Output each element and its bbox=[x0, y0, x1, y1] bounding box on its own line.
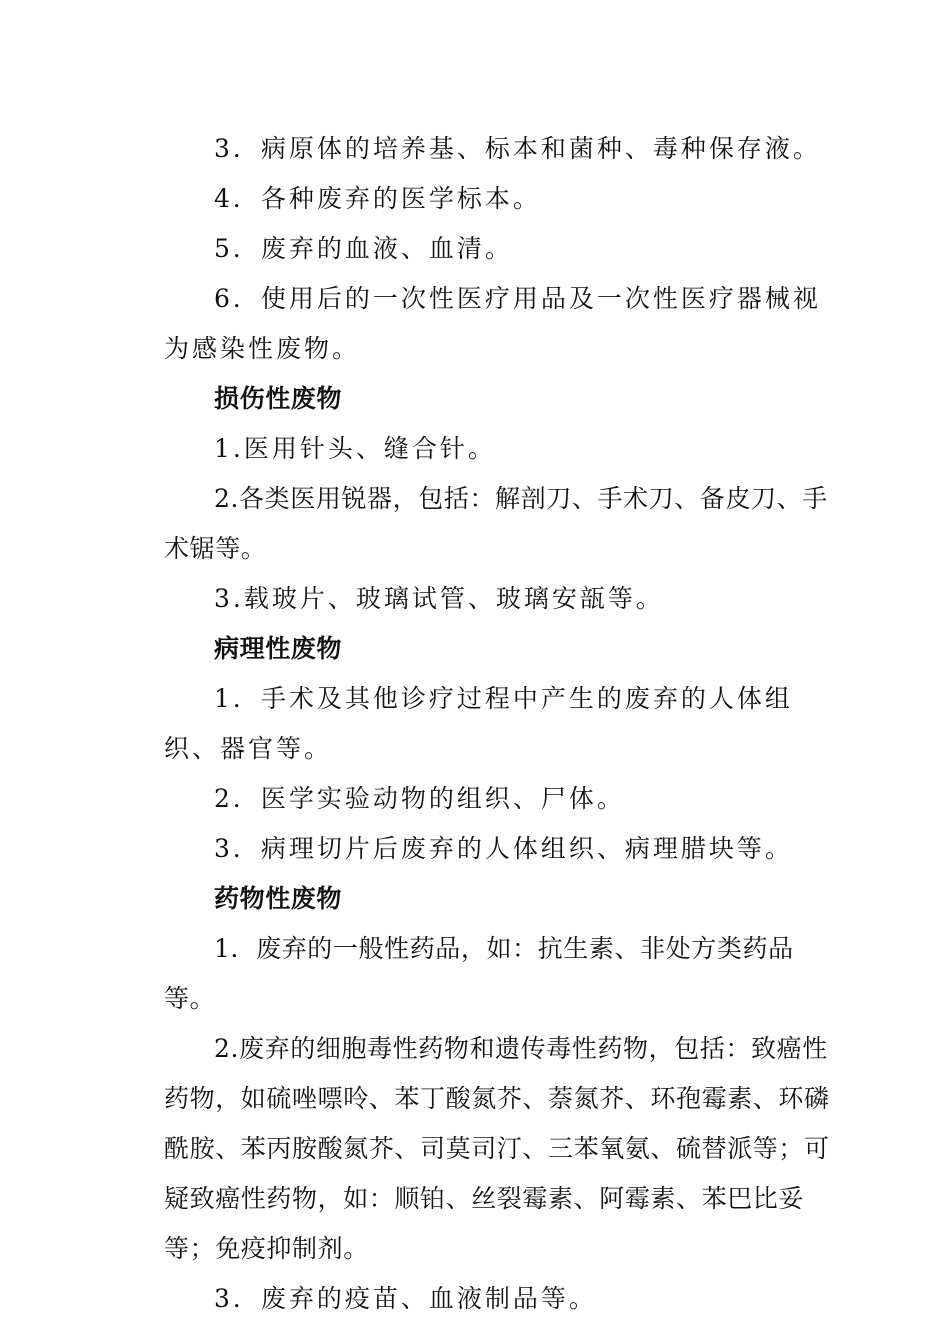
injury-item-3: 3.载玻片、玻璃试管、玻璃安瓿等。 bbox=[214, 584, 664, 613]
pathological-heading: 病理性废物 bbox=[214, 634, 343, 663]
infectious-item-5: 5．废弃的血液、血清。 bbox=[214, 234, 513, 263]
injury-item-1: 1.医用针头、缝合针。 bbox=[214, 434, 496, 463]
pathological-item-3: 3．病理切片后废弃的人体组织、病理腊块等。 bbox=[214, 834, 793, 863]
infectious-item-6: 6．使用后的一次性医疗用品及一次性医疗器械视为感染性废物。 bbox=[164, 284, 821, 363]
pharmaceutical-item-2: 2.废弃的细胞毒性药物和遗传毒性药物，包括：致癌性药物，如硫唑嘌呤、苯丁酸氮芥、萘氮芥、环孢霉素、环磷酰胺、苯丙胺酸氮芥、司莫司汀、三苯氧氨、硫替派等；可疑致癌性药物，如：顺铂、丝裂霉素、阿霉素、苯巴比妥等；免疫抑制剂。 bbox=[164, 1034, 830, 1263]
pathological-item-2: 2．医学实验动物的组织、尸体。 bbox=[214, 784, 625, 813]
pathological-item-1: 1．手术及其他诊疗过程中产生的废弃的人体组织、器官等。 bbox=[164, 684, 793, 763]
infectious-item-4: 4．各种废弃的医学标本。 bbox=[214, 184, 541, 213]
pharmaceutical-item-1: 1．废弃的一般性药品，如：抗生素、非处方类药品等。 bbox=[164, 934, 794, 1013]
injury-item-2: 2.各类医用锐器，包括：解剖刀、手术刀、备皮刀、手术锯等。 bbox=[164, 484, 828, 563]
pharmaceutical-heading: 药物性废物 bbox=[214, 884, 343, 913]
pharmaceutical-item-3: 3．废弃的疫苗、血液制品等。 bbox=[214, 1284, 597, 1313]
infectious-item-3: 3．病原体的培养基、标本和菌种、毒种保存液。 bbox=[214, 134, 821, 163]
injury-heading: 损伤性废物 bbox=[214, 384, 343, 413]
document-page bbox=[164, 124, 834, 1324]
